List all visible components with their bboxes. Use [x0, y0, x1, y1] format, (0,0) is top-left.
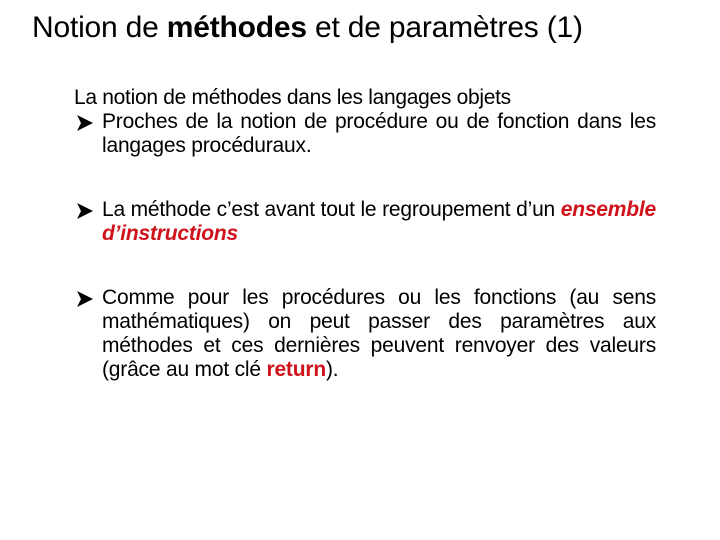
bullet-3-text: Comme pour les procédures ou les fonctions (au sens mathématiques) on peut passer des paramètres aux méthodes et ces dernières peuvent renvoyer des valeurs (grâce au mot clé [102, 286, 656, 381]
arrow-bullet-icon [74, 288, 96, 310]
bullet-2-text: La méthode c’est avant tout le regroupement d’un [102, 198, 561, 221]
slide-content [74, 86, 656, 382]
page-title [32, 8, 718, 48]
arrow-bullet-icon [74, 112, 96, 134]
bullet-item-2 [74, 198, 656, 246]
bullet-item-3 [74, 286, 656, 382]
title-bold-word: méthodes [166, 11, 307, 44]
arrow-bullet-icon [74, 200, 96, 222]
bullet-1-text: Proches de la notion de procédure ou de fonction dans les langages procéduraux. [102, 110, 656, 157]
bullet-3-text-end: ). [325, 358, 339, 381]
intro-line: La notion de méthodes dans les langages objets [74, 86, 511, 109]
title-part-1: Notion de [32, 11, 167, 44]
bullet-3-keyword: return [266, 358, 326, 381]
bullet-2-highlight: ensemble d’instructions [102, 198, 656, 245]
bullet-item-1 [74, 110, 656, 158]
title-part-2: et de paramètres (1) [306, 11, 583, 44]
